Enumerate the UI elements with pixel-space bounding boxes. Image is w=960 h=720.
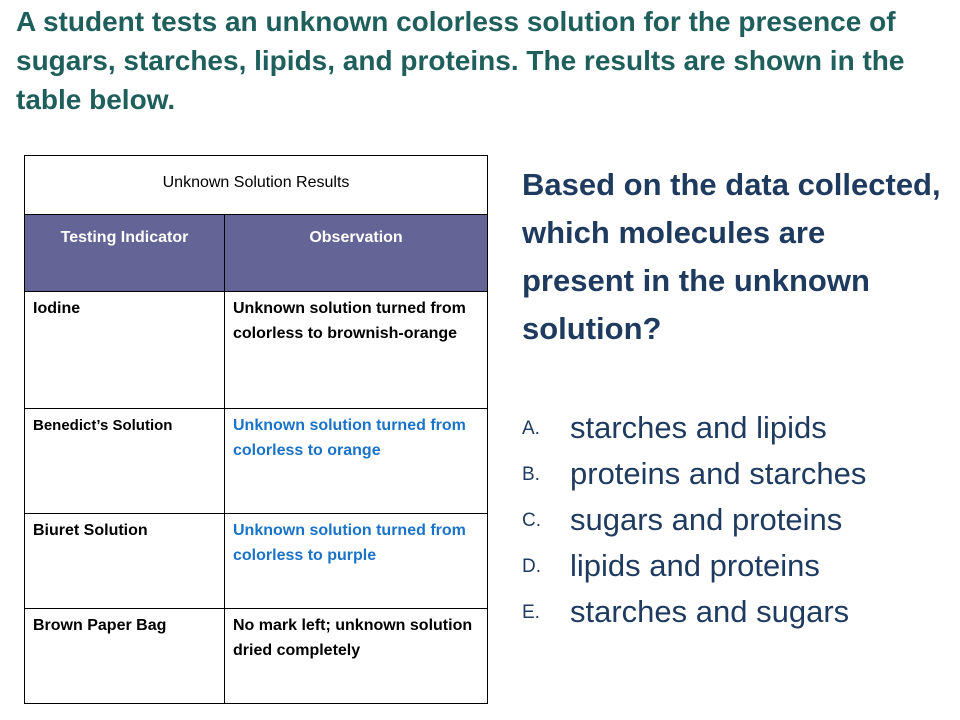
- results-table: [24, 155, 488, 704]
- choice-text: starches and sugars: [570, 594, 850, 629]
- observation-cell: Unknown solution turned from colorless to orange: [225, 409, 488, 514]
- question-text: Based on the data collected, which molecules are present in the unknown solution?: [522, 167, 941, 346]
- choice-letter: E.: [522, 602, 540, 623]
- choice-letter: B.: [522, 464, 540, 485]
- choice-text: starches and lipids: [570, 410, 827, 445]
- choice-letter: A.: [522, 418, 540, 439]
- observation-cell: Unknown solution turned from colorless to purple: [225, 514, 488, 609]
- choice-e[interactable]: [522, 594, 942, 630]
- table-row: [25, 609, 488, 704]
- indicator-cell: Benedict’s Solution: [25, 409, 225, 514]
- choice-c[interactable]: [522, 502, 942, 538]
- indicator-cell: Biuret Solution: [25, 514, 225, 609]
- choice-letter: C.: [522, 510, 541, 531]
- table-row: [25, 409, 488, 514]
- choice-b[interactable]: [522, 456, 942, 492]
- indicator-cell: Iodine: [25, 292, 225, 409]
- indicator-cell: Brown Paper Bag: [25, 609, 225, 704]
- observation-cell: Unknown solution turned from colorless to brownish-orange: [225, 292, 488, 409]
- answer-choices: [522, 410, 942, 640]
- slide-title: A student tests an unknown colorless solution for the presence of sugars, starches, lipids, and proteins. The results are shown in the table below.: [16, 6, 905, 115]
- choice-text: lipids and proteins: [570, 548, 820, 583]
- header-observation: Observation: [225, 215, 488, 292]
- table-row: [25, 292, 488, 409]
- observation-cell: No mark left; unknown solution dried completely: [225, 609, 488, 704]
- choice-text: sugars and proteins: [570, 502, 843, 537]
- table-caption: Unknown Solution Results: [25, 156, 488, 215]
- choice-letter: D.: [522, 556, 541, 577]
- choice-a[interactable]: [522, 410, 942, 446]
- choice-text: proteins and starches: [570, 456, 867, 491]
- header-testing-indicator: Testing Indicator: [25, 215, 225, 292]
- choice-d[interactable]: [522, 548, 942, 584]
- table-row: [25, 514, 488, 609]
